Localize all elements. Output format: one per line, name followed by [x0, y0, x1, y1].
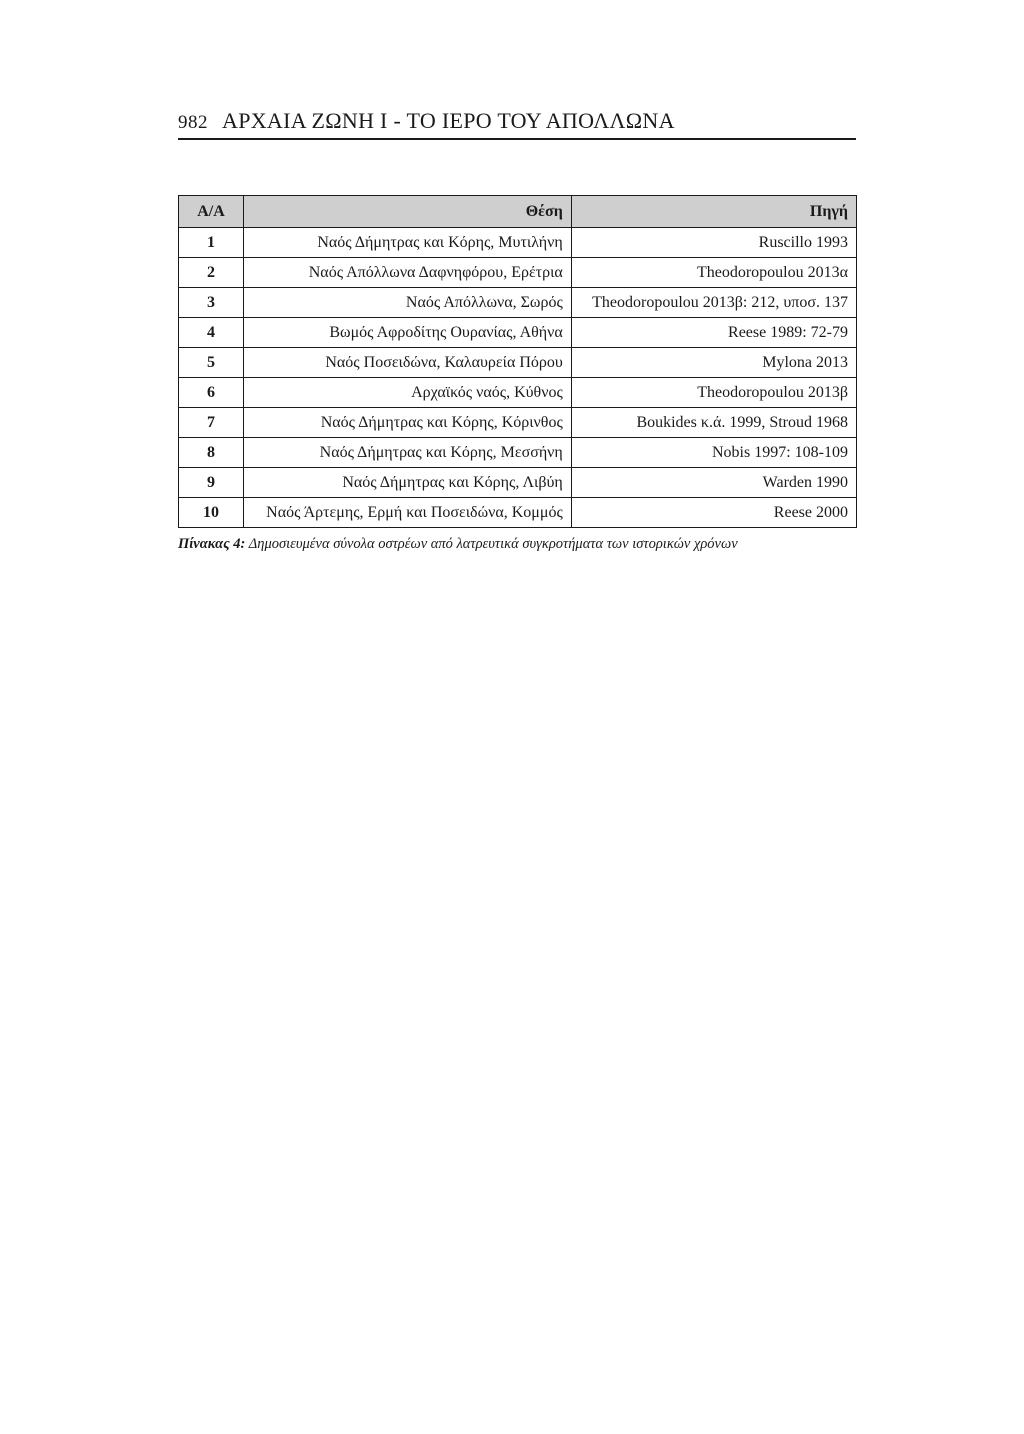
row-source: Warden 1990	[571, 468, 856, 498]
table-row	[179, 228, 857, 258]
row-number: 6	[179, 378, 244, 408]
sites-table	[178, 195, 857, 528]
row-source: Reese 1989: 72-79	[571, 318, 856, 348]
table-row	[179, 258, 857, 288]
table-row	[179, 408, 857, 438]
table-header-row	[179, 196, 857, 228]
row-source: Reese 2000	[571, 498, 856, 528]
page-number: 982	[178, 112, 208, 133]
table-row	[179, 318, 857, 348]
row-number: 7	[179, 408, 244, 438]
row-location: Ναός Απόλλωνα Δαφνηφόρου, Ερέτρια	[244, 258, 572, 288]
table-row	[179, 288, 857, 318]
row-location: Ναός Δήμητρας και Κόρης, Μεσσήνη	[244, 438, 572, 468]
row-location: Ναός Άρτεμης, Ερμή και Ποσειδώνα, Κομμός	[244, 498, 572, 528]
column-header-number: Α/Α	[179, 196, 244, 228]
table-row	[179, 438, 857, 468]
row-location: Ναός Ποσειδώνα, Καλαυρεία Πόρου	[244, 348, 572, 378]
row-location: Ναός Δήμητρας και Κόρης, Λιβύη	[244, 468, 572, 498]
row-location: Ναός Δήμητρας και Κόρης, Κόρινθος	[244, 408, 572, 438]
row-location: Ναός Δήμητρας και Κόρης, Μυτιλήνη	[244, 228, 572, 258]
row-source: Nobis 1997: 108-109	[571, 438, 856, 468]
row-number: 1	[179, 228, 244, 258]
row-location: Βωμός Αφροδίτης Ουρανίας, Αθήνα	[244, 318, 572, 348]
column-header-source: Πηγή	[571, 196, 856, 228]
running-header	[178, 108, 856, 140]
table-row	[179, 348, 857, 378]
column-header-location: Θέση	[244, 196, 572, 228]
row-number: 5	[179, 348, 244, 378]
row-number: 9	[179, 468, 244, 498]
table-row	[179, 468, 857, 498]
row-number: 8	[179, 438, 244, 468]
table-row	[179, 498, 857, 528]
row-source: Boukides κ.ά. 1999, Stroud 1968	[571, 408, 856, 438]
caption-label: Πίνακας 4:	[178, 536, 246, 552]
row-source: Ruscillo 1993	[571, 228, 856, 258]
table-caption	[178, 536, 868, 553]
caption-text: Δημοσιευμένα σύνολα οστρέων από λατρευτικά συγκροτήματα των ιστορικών χρόνων	[248, 536, 738, 552]
row-source: Theodoropoulou 2013β: 212, υποσ. 137	[571, 288, 856, 318]
running-title: ΑΡΧΑΙΑ ΖΩΝΗ Ι - ΤΟ ΙΕΡΟ ΤΟΥ ΑΠΟΛΛΩΝΑ	[222, 108, 675, 133]
row-source: Mylona 2013	[571, 348, 856, 378]
row-location: Αρχαϊκός ναός, Κύθνος	[244, 378, 572, 408]
table-row	[179, 378, 857, 408]
row-number: 2	[179, 258, 244, 288]
row-source: Theodoropoulou 2013β	[571, 378, 856, 408]
row-location: Ναός Απόλλωνα, Σωρός	[244, 288, 572, 318]
row-source: Theodoropoulou 2013α	[571, 258, 856, 288]
row-number: 3	[179, 288, 244, 318]
row-number: 10	[179, 498, 244, 528]
row-number: 4	[179, 318, 244, 348]
